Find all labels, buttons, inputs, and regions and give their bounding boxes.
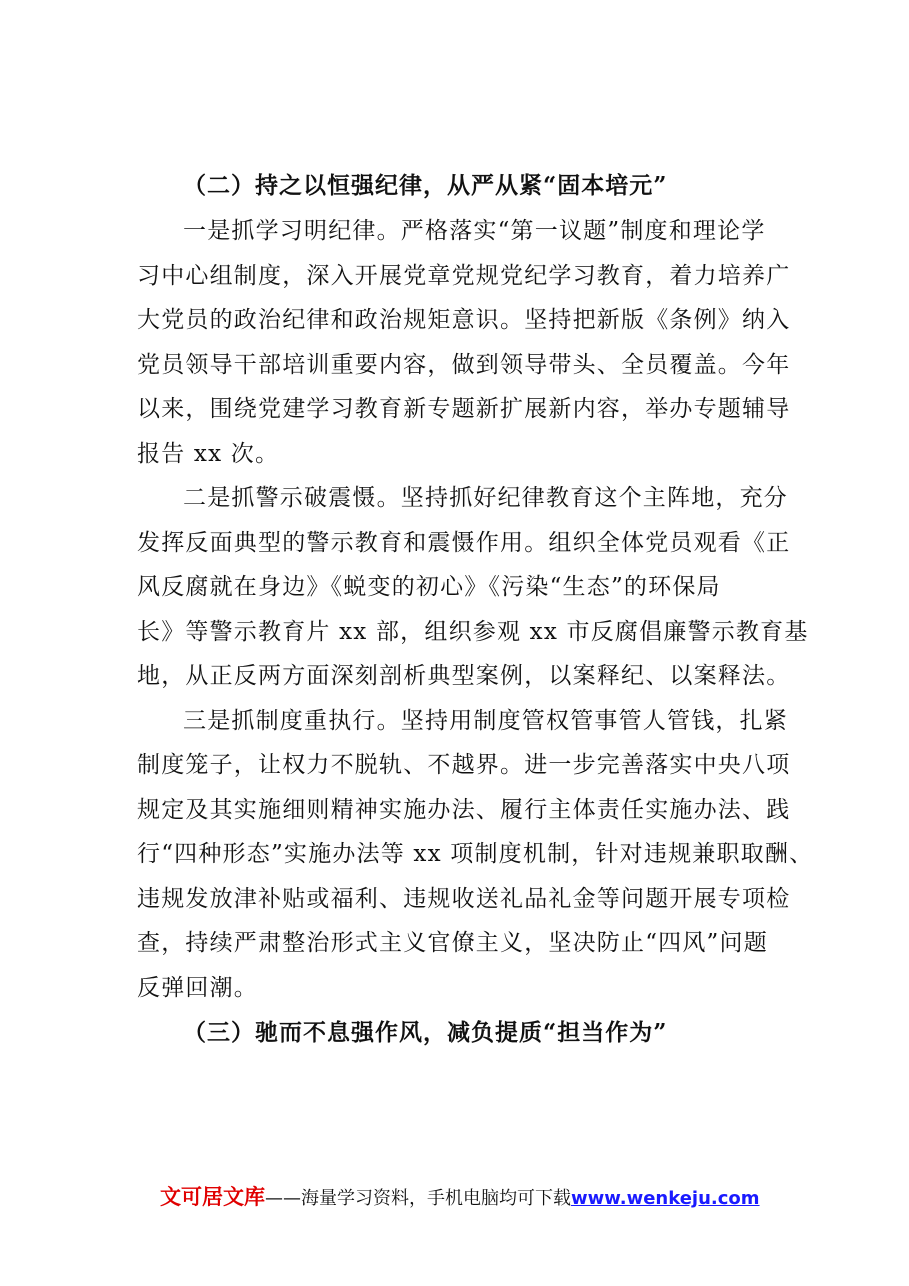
paragraph-warning-education (137, 476, 809, 699)
footer-brand: 文可居文库 (160, 1185, 265, 1209)
paragraph-line: 地，从正反两方面深刻剖析典型案例，以案释纪、以案释法。 (137, 663, 791, 689)
footer-url-link[interactable]: www.wenkeju.com (571, 1188, 760, 1209)
paragraph-line: 报告 xx 次。 (137, 440, 280, 467)
paragraph-line: 查，持续严肃整治形式主义官僚主义，坚决防止“四风”问题 (137, 930, 768, 956)
paragraph-line: 大党员的政治纪律和政治规矩意识。坚持把新版《条例》纳入 (137, 307, 791, 333)
paragraph-line: 长》等警示教育片 xx 部，组织参观 xx 市反腐倡廉警示教育基 (137, 618, 809, 645)
section-heading-3: （三）驰而不息强作风，减负提质“担当作为” (183, 1019, 668, 1046)
paragraph-line: 党员领导干部培训重要内容，做到领导带头、全员覆盖。今年 (137, 351, 791, 378)
paragraph-line: 二是抓警示破震慑。坚持抓好纪律教育这个主阵地，充分 (183, 485, 788, 511)
paragraph-line: 以来，围绕党建学习教育新专题新扩展新内容，举办专题辅导 (137, 396, 791, 422)
paragraph-line: 三是抓制度重执行。坚持用制度管权管事管人管钱，扎紧 (183, 707, 788, 734)
section-heading-2: （二）持之以恒强纪律，从严从紧“固本培元” (183, 172, 668, 199)
paragraph-line: 制度笼子，让权力不脱轨、不越界。进一步完善落实中央八项 (137, 752, 791, 778)
paragraph-line: 规定及其实施细则精神实施办法、履行主体责任实施办法、践 (137, 796, 791, 823)
paragraph-line: 习中心组制度，深入开展党章党规党纪学习教育，着力培养广 (137, 262, 791, 289)
paragraph-line: 发挥反面典型的警示教育和震慑作用。组织全体党员观看《正 (137, 529, 791, 556)
paragraph-discipline-study (137, 209, 795, 476)
footer-banner (160, 1182, 760, 1212)
paragraph-system-execution (137, 699, 814, 1011)
paragraph-line: 违规发放津补贴或福利、违规收送礼品礼金等问题开展专项检 (137, 885, 791, 912)
paragraph-line: 反弹回潮。 (137, 974, 258, 1001)
paragraph-line: 风反腐就在身边》《蜕变的初心》《污染“生态”的环保局 (137, 574, 721, 600)
paragraph-line: 一是抓学习明纪律。严格落实“第一议题”制度和理论学 (183, 218, 766, 244)
document-body (137, 163, 814, 1056)
paragraph-line: 行“四种形态”实施办法等 xx 项制度机制，针对违规兼职取酬、 (137, 841, 814, 867)
footer-description: ——海量学习资料，手机电脑均可下载 (265, 1188, 571, 1209)
